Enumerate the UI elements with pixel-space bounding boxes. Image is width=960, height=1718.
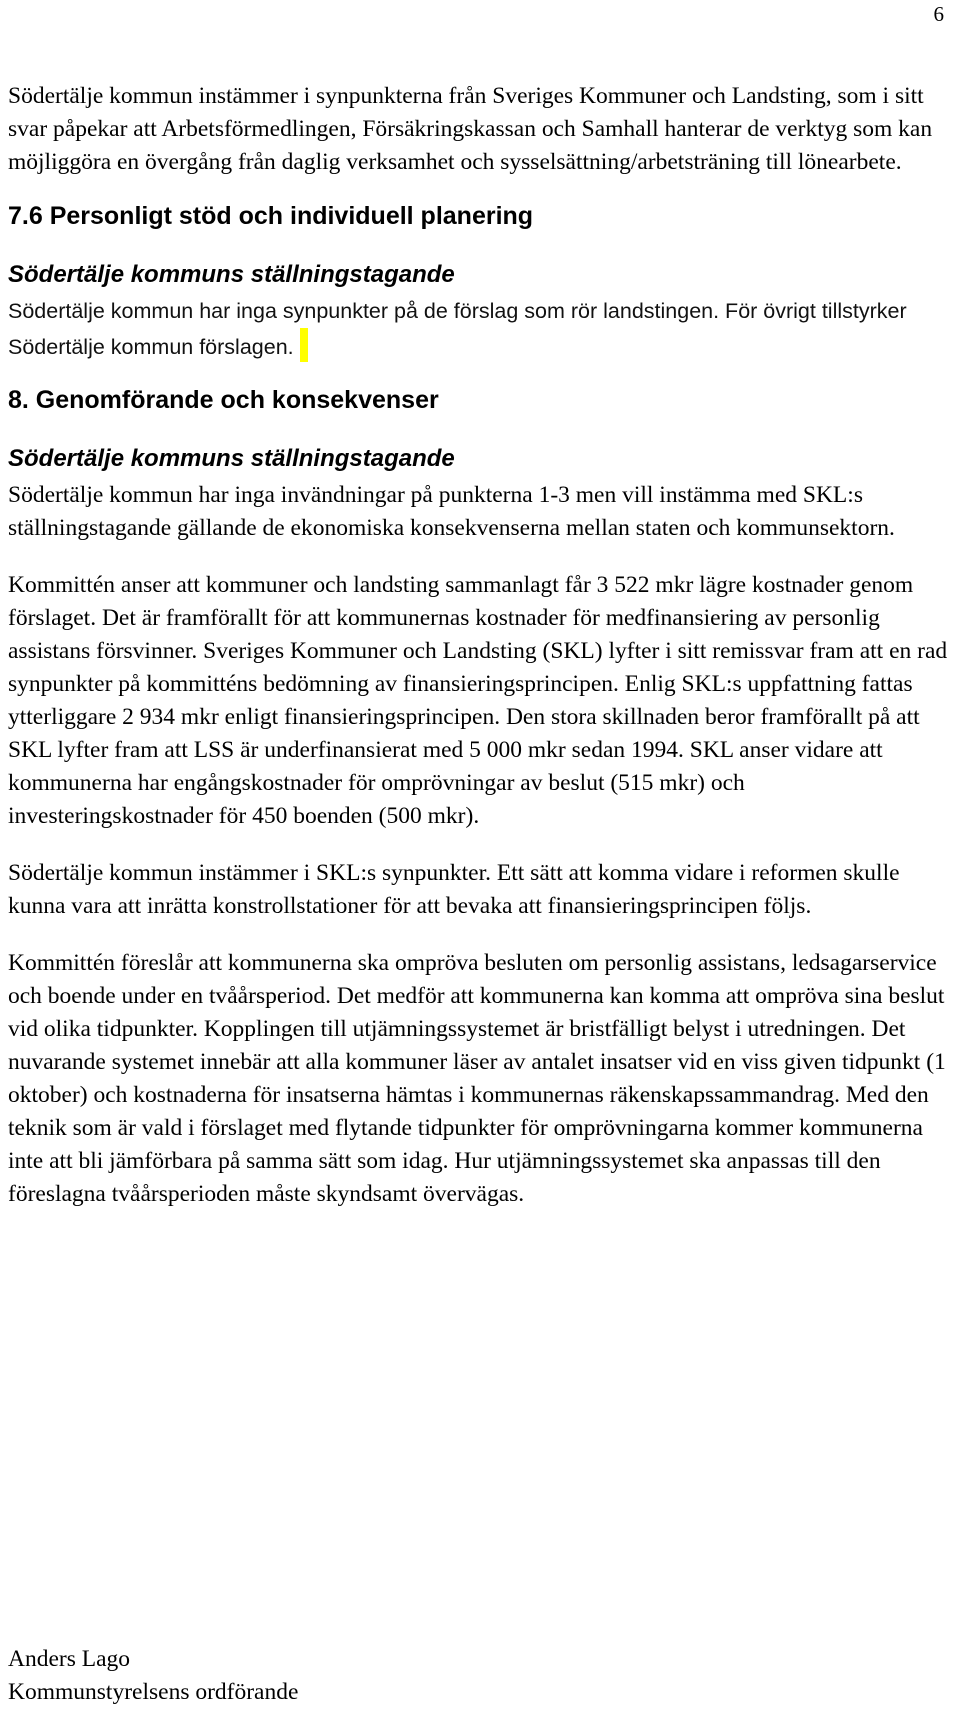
section-8-paragraph-3: Södertälje kommun instämmer i SKL:s synpunkter. Ett sätt att komma vidare i reformen skulle kunna vara att inrätta konstrollstationer för att bevaka att finansieringsprincipen följs.: [8, 860, 900, 919]
section-7-6-subheading: Södertälje kommuns ställningstagande: [8, 261, 455, 288]
section-8-paragraph-4: Kommittén föreslår att kommunerna ska ompröva besluten om personlig assistans, ledsagarservice och boende under en tvåårsperiod. Det medför att kommunerna kan komma att ompröva sina beslut vid olika tidpunkter. Kopplingen till utjämningssystemet är bristfälligt belyst i utredningen. Det nuvarande systemet innebär att alla kommuner läser av antalet insatser vid en viss given tidpunkt (1 oktober) och kostnaderna för insatserna hämtas i kommunernas räkenskapssammandrag. Med den teknik som är vald i förslaget med flytande tidpunkter för omprövningarna kommer kommunerna inte att bli jämförbara på samma sätt som idag. Hur utjämningssystemet ska anpassas till den föreslagna tvåårsperioden måste skyndsamt övervägas.: [8, 950, 946, 1207]
section-8-paragraph-1: Södertälje kommun har inga invändningar på punkterna 1-3 men vill instämma med SKL:s ställningstagande gällande de ekonomiska konsekvenserna mellan staten och kommunsektorn.: [8, 482, 895, 541]
signature-block: [8, 1643, 608, 1709]
page-number: 6: [933, 2, 944, 26]
signature-name: Anders Lago: [8, 1646, 131, 1672]
section-7-6-heading: 7.6 Personligt stöd och individuell planering: [8, 202, 534, 230]
highlight-marker: [300, 328, 308, 362]
intro-paragraph: Södertälje kommun instämmer i synpunkterna från Sveriges Kommuner och Landsting, som i sitt svar påpekar att Arbetsförmedlingen, Försäkringskassan och Samhall hanterar de verktyg som kan möjliggöra en övergång från daglig verksamhet och sysselsättning/arbetsträning till lönearbete.: [8, 83, 933, 175]
signature-title: Kommunstyrelsens ordförande: [8, 1679, 299, 1705]
section-8-subheading: Södertälje kommuns ställningstagande: [8, 445, 455, 472]
section-7-6-paragraph-text: Södertälje kommun har inga synpunkter på de förslag som rör landstingen. För övrigt tillstyrker Södertälje kommun förslagen.: [8, 299, 907, 359]
section-8-heading: 8. Genomförande och konsekvenser: [8, 386, 439, 414]
section-8-paragraph-2: Kommittén anser att kommuner och landsting sammanlagt får 3 522 mkr lägre kostnader genom förslaget. Det är framförallt för att kommunernas kostnader för medfinansiering av personlig assistans försvinner. Sveriges Kommuner och Landsting (SKL) lyfter i sitt remissvar fram att en rad synpunkter på kommitténs bedömning av finansieringsprincipen. Enlig SKL:s uppfattning fattas ytterliggare 2 934 mkr enligt finansieringsprincipen. Den stora skillnaden beror framförallt på att SKL lyfter fram att LSS är underfinansierat med 5 000 mkr sedan 1994. SKL anser vidare att kommunerna har engångskostnader för omprövningar av beslut (515 mkr) och investeringskostnader för 450 boenden (500 mkr).: [8, 572, 948, 829]
document-body: [8, 80, 948, 1211]
section-7-6-paragraph: [8, 295, 948, 364]
